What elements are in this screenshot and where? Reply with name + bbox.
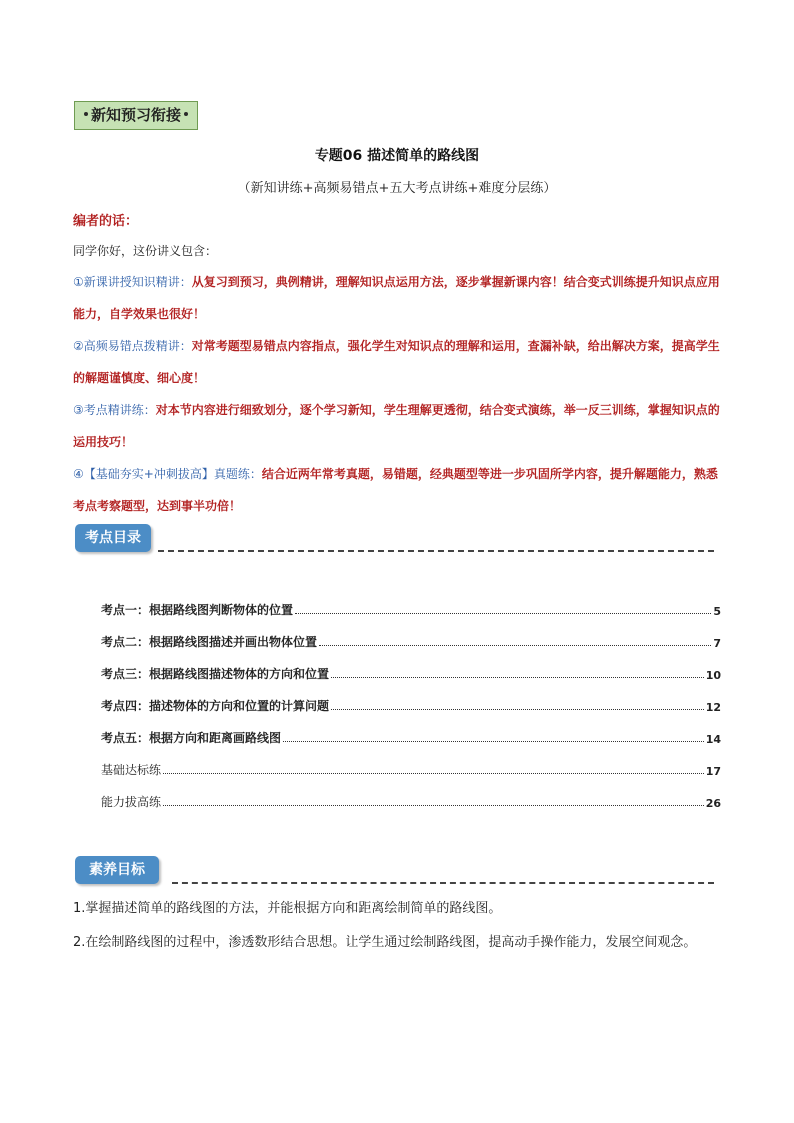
editor-greeting: 同学你好，这份讲义包含： [73, 244, 218, 258]
goals-divider [172, 882, 714, 884]
preview-badge-label: 新知预习衔接 [90, 106, 181, 124]
intro-item-text: 从复习到预习，典例精讲，理解知识点运用方法，逐步掌握新课内容！结合变式训练提升知识点应用能力，自学效果也很好！ [73, 275, 720, 321]
toc-item[interactable] [101, 598, 721, 618]
intro-item-heading: 考点精讲练： [83, 403, 156, 417]
intro-item-1 [73, 266, 723, 330]
toc-leader [163, 773, 704, 774]
intro-item-heading: 高频易错点拨精讲： [83, 339, 192, 353]
intro-item-2 [73, 330, 723, 394]
intro-item-heading: 【基础夯实+冲刺拔高】真题练： [83, 467, 262, 481]
toc-item[interactable] [101, 694, 721, 714]
toc-item-page: 5 [713, 605, 721, 618]
intro-item-number: ③ [73, 403, 84, 417]
intro-item-number: ② [73, 339, 84, 353]
bullet-dot-icon [84, 112, 88, 116]
toc-item[interactable] [101, 662, 721, 682]
toc-item-label: 考点一：根据路线图判断物体的位置 [101, 603, 294, 617]
intro-item-heading: 新课讲授知识精讲： [83, 275, 192, 289]
toc-item-label: 能力拔高练 [101, 795, 162, 809]
toc-item-page: 26 [705, 797, 721, 810]
toc-item-label: 考点二：根据路线图描述并画出物体位置 [101, 635, 318, 649]
intro-item-number: ④ [73, 467, 84, 481]
toc-section-tag: 考点目录 [75, 524, 151, 552]
intro-item-3 [73, 394, 723, 458]
toc-leader [295, 613, 711, 614]
toc-leader [319, 645, 711, 646]
toc-item-label: 考点三：根据路线图描述物体的方向和位置 [101, 667, 330, 681]
toc-item-page: 7 [713, 637, 721, 650]
toc-item-page: 14 [705, 733, 721, 746]
goal-item-1: 1.掌握描述简单的路线图的方法，并能根据方向和距离绘制简单的路线图。 [73, 901, 502, 916]
toc-leader [331, 709, 704, 710]
intro-item-4 [73, 458, 723, 522]
goals-section-tag: 素养目标 [75, 856, 159, 884]
bullet-dot-icon [184, 112, 188, 116]
toc-item-label: 考点五：根据方向和距离画路线图 [101, 731, 282, 745]
toc-leader [331, 677, 704, 678]
toc-item-label: 考点四：描述物体的方向和位置的计算问题 [101, 699, 330, 713]
toc-leader [163, 805, 704, 806]
toc-leader [283, 741, 704, 742]
toc-item[interactable] [101, 726, 721, 746]
toc-item-page: 17 [705, 765, 721, 778]
toc-item[interactable] [101, 790, 721, 810]
toc-divider [158, 550, 714, 552]
goal-item-2: 2.在绘制路线图的过程中，渗透数形结合思想。让学生通过绘制路线图，提高动手操作能力，发展空间观念。 [73, 935, 697, 950]
editor-label: 编者的话： [73, 214, 139, 229]
intro-item-text: 对常考题型易错点内容指点，强化学生对知识点的理解和运用，查漏补缺，给出解决方案，提高学生的解题谨慎度、细心度！ [73, 339, 720, 385]
page-title: 专题06 描述简单的路线图 [314, 148, 480, 164]
toc-item-page: 12 [705, 701, 721, 714]
preview-badge [74, 101, 198, 130]
toc-item-page: 10 [705, 669, 721, 682]
page-subtitle: （新知讲练+高频易错点+五大考点讲练+难度分层练） [237, 181, 557, 196]
intro-item-text: 对本节内容进行细致划分，逐个学习新知，学生理解更透彻，结合变式演练，举一反三训练，掌握知识点的运用技巧！ [73, 403, 720, 449]
toc-item[interactable] [101, 630, 721, 650]
intro-item-number: ① [73, 275, 84, 289]
toc-item[interactable] [101, 758, 721, 778]
intro-item-text: 结合近两年常考真题，易错题，经典题型等进一步巩固所学内容，提升解题能力，熟悉考点考察题型，达到事半功倍！ [73, 467, 718, 513]
toc-item-label: 基础达标练 [101, 763, 162, 777]
